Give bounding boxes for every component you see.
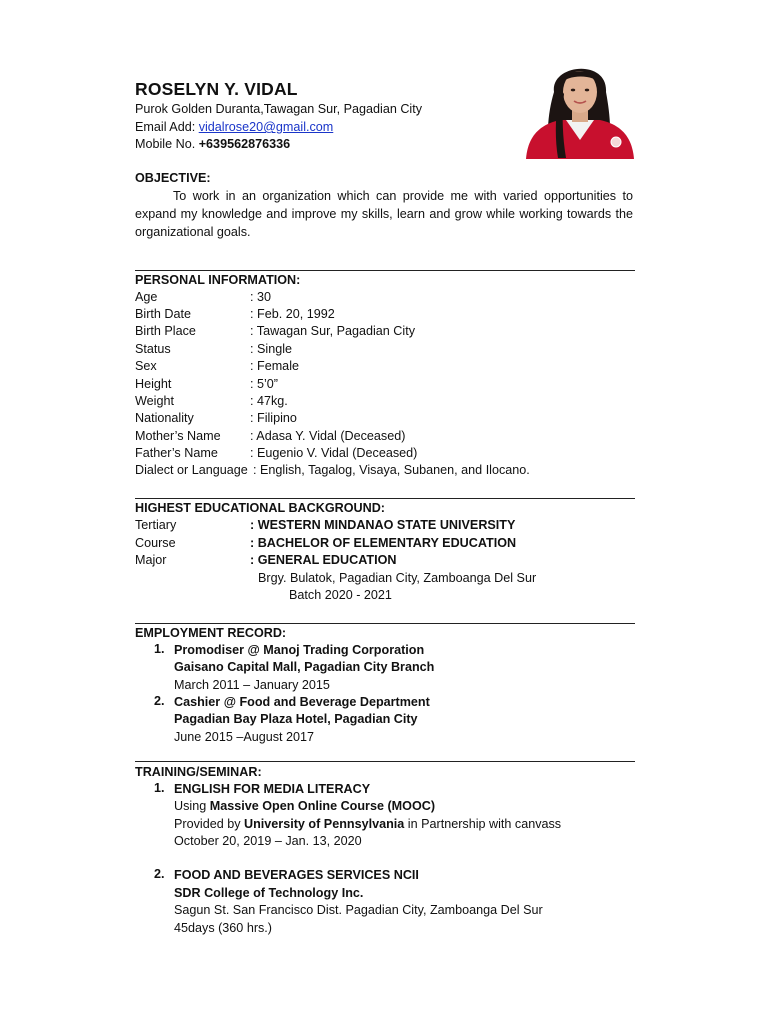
info-value: : GENERAL EDUCATION (250, 553, 397, 567)
education-heading: HIGHEST EDUCATIONAL BACKGROUND: (135, 501, 386, 515)
info-label: Dialect or Language (135, 463, 248, 477)
job-place: Pagadian Bay Plaza Hotel, Pagadian City (174, 712, 418, 726)
training-heading: TRAINING/SEMINAR: (135, 765, 262, 779)
training-provided-prefix: Provided by (174, 817, 245, 831)
applicant-name: ROSELYN Y. VIDAL (135, 79, 298, 99)
training-provider (174, 816, 561, 833)
objective-heading: OBJECTIVE: (135, 171, 211, 185)
training-provided-suffix: in Partnership with canvass (404, 817, 562, 831)
batch-years: Batch 2020 - 2021 (289, 588, 392, 602)
info-value: : 5’0” (250, 377, 278, 391)
training-address: Sagun St. San Francisco Dist. Pagadian City, Zamboanga Del Sur (174, 903, 543, 917)
info-value: : 30 (250, 290, 272, 304)
training-title: FOOD AND BEVERAGES SERVICES NCII (174, 868, 419, 882)
info-value: : Tawagan Sur, Pagadian City (250, 324, 415, 338)
training-school: SDR College of Technology Inc. (174, 886, 364, 900)
training-platform (174, 798, 435, 815)
info-label: Mother’s Name (135, 429, 221, 443)
info-value: : BACHELOR OF ELEMENTARY EDUCATION (250, 536, 517, 550)
mobile-label: Mobile No. (135, 137, 199, 151)
info-label: Birth Date (135, 307, 191, 321)
job-position: Cashier @ Food and Beverage Department (174, 695, 430, 709)
info-value: : Feb. 20, 1992 (250, 307, 335, 321)
training-title: ENGLISH FOR MEDIA LITERACY (174, 782, 371, 796)
list-number: 2. (154, 867, 165, 881)
list-number: 1. (154, 781, 165, 795)
info-value: : English, Tagalog, Visaya, Subanen, and Ilocano. (253, 463, 530, 477)
job-dates: June 2015 –August 2017 (174, 730, 315, 744)
info-label: Father’s Name (135, 446, 218, 460)
section-divider (135, 498, 635, 499)
objective-text: To work in an organization which can provide me with varied opportunities to expand my knowledge and improve my skills, learn and grow while working towards the organizational goals. (135, 189, 633, 239)
training-using-course: Massive Open Online Course (MOOC) (209, 799, 436, 813)
info-label: Height (135, 377, 172, 391)
info-label: Major (135, 553, 167, 567)
email-link[interactable]: vidalrose20@gmail.com (198, 120, 334, 134)
info-label: Course (135, 536, 176, 550)
job-place: Gaisano Capital Mall, Pagadian City Branch (174, 660, 435, 674)
training-using-prefix: Using (174, 799, 210, 813)
job-position: Promodiser @ Manoj Trading Corporation (174, 643, 425, 657)
section-divider (135, 623, 635, 624)
address-line: Purok Golden Duranta,Tawagan Sur, Pagadian City (135, 102, 423, 116)
job-dates: March 2011 – January 2015 (174, 678, 330, 692)
info-label: Sex (135, 359, 157, 373)
info-label: Weight (135, 394, 174, 408)
mobile-number: +639562876336 (198, 137, 291, 151)
info-value: : Eugenio V. Vidal (Deceased) (250, 446, 418, 460)
info-value: : 47kg. (250, 394, 288, 408)
profile-photo-graphic (520, 54, 639, 159)
info-value: : Single (250, 342, 293, 356)
info-value: : Filipino (250, 411, 297, 425)
info-label: Nationality (135, 411, 194, 425)
list-number: 2. (154, 694, 165, 708)
info-label: Tertiary (135, 518, 177, 532)
email-line (135, 119, 333, 136)
mobile-line (135, 136, 290, 153)
training-duration: 45days (360 hrs.) (174, 921, 273, 935)
info-label: Status (135, 342, 171, 356)
info-value: : Adasa Y. Vidal (Deceased) (250, 429, 406, 443)
info-label: Birth Place (135, 324, 196, 338)
info-value: : WESTERN MINDANAO STATE UNIVERSITY (250, 518, 516, 532)
list-number: 1. (154, 642, 165, 656)
employment-heading: EMPLOYMENT RECORD: (135, 626, 287, 640)
profile-photo (520, 54, 639, 159)
training-provider-name: University of Pennsylvania (244, 817, 405, 831)
email-label: Email Add: (135, 120, 199, 134)
section-divider (135, 761, 635, 762)
section-divider (135, 270, 635, 271)
training-dates: October 20, 2019 – Jan. 13, 2020 (174, 834, 362, 848)
info-label: Age (135, 290, 158, 304)
school-address: Brgy. Bulatok, Pagadian City, Zamboanga Del Sur (258, 571, 537, 585)
info-value: : Female (250, 359, 299, 373)
personal-info-heading: PERSONAL INFORMATION: (135, 273, 301, 287)
